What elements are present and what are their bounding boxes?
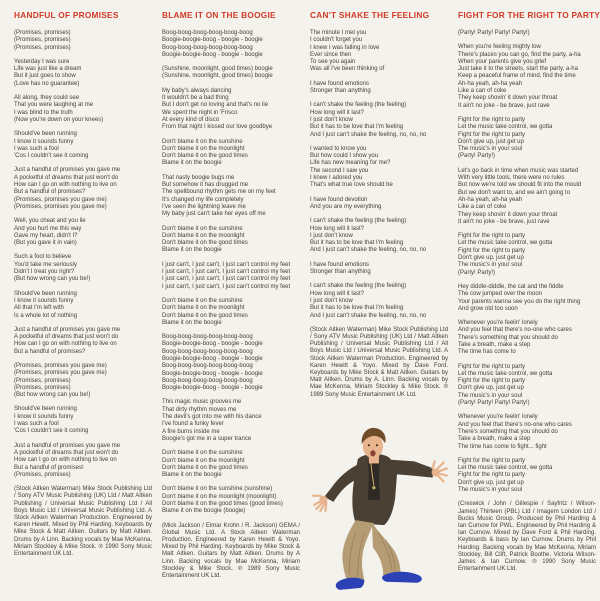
lyric-line: Let's go back in time when music was started — [458, 167, 579, 174]
lyric-line: And I just can't shake the feeling, no, no, no — [310, 312, 427, 319]
lyric-line: How can I go on with nothing to live on — [14, 341, 117, 348]
lyric-line: I just don't know — [310, 116, 353, 123]
lyric-line: Don't blame it on the good times — [162, 240, 248, 247]
lyric-line: Let the music take control, we gotta — [458, 124, 553, 131]
lyric-line: Don't give up, just get up — [458, 385, 524, 392]
lyric-line: There's places you can go, find the party, a-ha — [458, 51, 581, 58]
lyric-line: Boogie-boogie-boog - boogie - boogie — [162, 37, 263, 44]
lyric-line: I know it sounds funny — [14, 297, 74, 304]
lyric-line: Take a breath, make a step — [458, 341, 531, 348]
stanza — [14, 131, 152, 160]
lyric-line: How can I go on with nothing to live on — [14, 182, 117, 189]
lyric-line: Don't blame it on the sunshine — [162, 138, 243, 145]
stanza — [310, 102, 448, 138]
lyric-line: (Promises, promises you gave me) — [14, 362, 107, 369]
stanza — [14, 406, 152, 435]
lyric-line: Ah-ha yeah, ah-ha yeah — [458, 80, 523, 87]
lyric-line: I just don't know — [310, 232, 353, 239]
lyric-line: But it has to be love that I'm feeling — [310, 305, 404, 312]
stanza — [14, 30, 152, 52]
lyric-line: Should've been running — [14, 131, 77, 138]
lyric-line: Don't blame it on the good times — [162, 312, 248, 319]
lyric-line: And you feel that there's no-one who cares — [458, 421, 572, 428]
lyric-line: I just can't, I just can't, I just can't control my feet — [162, 269, 291, 276]
stanza — [14, 291, 152, 320]
stanza — [162, 450, 300, 479]
lyrics-column-blame-it-on-the-boogie — [162, 10, 300, 601]
lyric-line: It ain't no joke - be brave, just rave — [458, 102, 550, 109]
dancing-man-photo — [311, 427, 449, 601]
stanza — [310, 146, 448, 190]
lyric-line: How long will it last? — [310, 109, 365, 116]
stanza — [14, 218, 152, 247]
lyric-line: Should've been running — [14, 290, 77, 297]
lyric-line: That's what true love should be — [310, 182, 393, 189]
lyric-line: I have found emotions — [310, 80, 370, 87]
lyric-line: 'Cos I couldn't see it coming — [14, 428, 89, 435]
lyric-line: Don't blame it on the moonlight — [162, 145, 245, 152]
lyric-line: Take a breath, make a step — [458, 436, 531, 443]
stanza — [14, 363, 152, 399]
lyric-line: Boog-boog-boog-boog-boog-boog — [162, 30, 253, 36]
lyric-line: Just a handful of promises you gave me — [14, 167, 121, 174]
lyrics-body — [14, 30, 152, 479]
lyric-line: Let the music take control, we gotta — [458, 465, 553, 472]
lyric-line: A pocketful of dreams that just won't do — [14, 174, 119, 181]
lyric-line: I was such a fool — [14, 145, 59, 152]
stanza — [458, 284, 596, 313]
lyric-line: (Promises, promises) — [14, 377, 71, 384]
credits-paragraph: (Stock Aitken Waterman) Mike Stock Publishing Ltd / Sony ATV Music Publishing (UK) Ltd / Matt Aitken Publishing / Universal Music Publishing Ltd / All Boys Music Ltd / Universal Music Publishing Ltd. A Stock Aitken Waterman Production. Engineered by Karen Hewitt & Yoyo. Mixed by Dave Ford. Keyboards by Mike Stock & Matt Aitken. Guitars by Matt Aitken. Drums by A. Linn. Backing vocals by Mae McKenna, Miriam Stockley & Mike Stock. ℗ 1989 Sony Music Entertainment UK Ltd. — [310, 326, 448, 398]
lyric-line: I was blind to the truth — [14, 109, 73, 116]
lyric-line: We spent the night in 'Frisco — [162, 109, 238, 116]
lyric-line: When you're feeling mighty low — [458, 44, 541, 51]
lyric-line: I just can't, I just can't, I just can't control my feet — [162, 283, 291, 290]
stanza — [310, 81, 448, 96]
lyric-line: That dirty rhythm moves me — [162, 406, 237, 413]
lyrics-body — [458, 30, 596, 494]
lyric-line: The time has come to — [458, 349, 516, 356]
song-title: FIGHT FOR THE RIGHT TO PARTY — [458, 10, 600, 20]
lyric-line: Blame it on the boogie (boogie) — [162, 508, 246, 515]
lyric-line: I was such a fool — [14, 421, 59, 428]
lyric-line: (Promises, promises) — [14, 471, 71, 478]
lyric-line: But a handful of promises? — [14, 189, 86, 196]
lyric-line: Don't blame it on the sunshine — [162, 297, 243, 304]
lyric-line: I knew I was falling in love — [310, 44, 380, 51]
lyric-line: Don't give up, just get up — [458, 138, 524, 145]
mouth — [370, 450, 375, 456]
lyric-line: I wanted to know you — [310, 145, 367, 152]
lyric-line: How long will it last? — [310, 225, 365, 232]
lyric-line: The devil's got into me with his dance — [162, 414, 262, 421]
lyric-line: Boogie's got me in a super trance — [162, 435, 252, 442]
song-title: CAN'T SHAKE THE FEELING — [310, 10, 430, 20]
lyric-line: (Promises, promises) — [14, 37, 71, 44]
lyric-line: Fight for the right to party — [458, 116, 526, 123]
lyric-line: This magic music grooves me — [162, 399, 242, 406]
stanza — [310, 283, 448, 319]
lyric-line: Whenever you're feelin' lonely — [458, 414, 538, 421]
stanza — [14, 254, 152, 283]
stanza — [458, 168, 596, 226]
lyric-line: Stronger than anything — [310, 88, 371, 95]
lyric-line: Let the music take control, we gotta — [458, 370, 553, 377]
lyric-line: And you hurt me this way — [14, 225, 82, 232]
lyric-line: I know it sounds funny — [14, 413, 74, 420]
lyric-line: All that I'm left with — [14, 305, 64, 312]
lyric-line: From that night I kissed our love goodbye — [162, 124, 273, 131]
lyric-line: How long will it last? — [310, 290, 365, 297]
lyric-line: (Sunshine, moonlight, good times) boogie — [162, 73, 273, 80]
lyric-line: Don't blame it on the moonlight — [162, 232, 245, 239]
lyric-line: Boog-boog-boog-boog-boog-boog — [162, 363, 253, 370]
stanza — [458, 364, 596, 408]
lyric-line: Was all I've been thinking of — [310, 66, 385, 73]
lyric-line: But how could I show you — [310, 153, 379, 160]
stanza — [162, 298, 300, 327]
lyric-line: Don't blame it on the moonlight — [162, 305, 245, 312]
lyric-line: Fight for the right to party — [458, 457, 526, 464]
lyric-line: The spellbound rhythm gets me on my feet — [162, 189, 276, 196]
lyric-line: Like a can of coke — [458, 204, 507, 211]
lyric-line: I've seen the lightning leave me — [162, 203, 246, 210]
lyric-line: Gave my heart, didn't I? — [14, 232, 78, 239]
lyric-line: (Promises, promises) — [14, 384, 71, 391]
lyric-line: Fight for the right to party — [458, 378, 526, 385]
lyric-line: A fire burns inside me — [162, 428, 220, 435]
stanza — [162, 175, 300, 219]
lyric-line: A pocketful of dreams that just won't do — [14, 449, 119, 456]
lyric-line: I can't shake the feeling (the feeling) — [310, 218, 407, 225]
lyric-line: Boog-boog-boog-boog-boog-boog — [162, 334, 253, 341]
stanza — [162, 486, 300, 515]
stanza — [458, 30, 596, 37]
lyric-line: Don't blame it on the moonlight — [162, 457, 245, 464]
stanza — [14, 443, 152, 479]
stanza — [310, 30, 448, 74]
lyric-line: (Promises, promises) — [14, 30, 71, 36]
lyric-line: You'd take me seriously — [14, 261, 77, 268]
lyric-line: Boogie-boogie-boog - boogie - boogie — [162, 341, 263, 348]
lyric-line: I couldn't forget you — [310, 37, 363, 44]
lyric-line: To see you again — [310, 59, 356, 66]
stanza — [162, 139, 300, 168]
lyric-line: (Love has no guarantee) — [14, 80, 80, 87]
stanza — [458, 458, 596, 494]
trousers-left-leg — [342, 520, 373, 584]
lyric-line: But we don't want to, and we ain't going to — [458, 189, 571, 196]
right-hand — [432, 461, 447, 481]
stanza — [162, 66, 300, 81]
stanza — [458, 44, 596, 110]
lyric-line: Boog-boog-boog-boog-boog-boog — [162, 44, 253, 51]
lyric-line: Don't give up, just get up — [458, 255, 524, 262]
lyric-line: But it has to be love that I'm feeling — [310, 240, 404, 247]
stanza — [458, 233, 596, 277]
lyric-line: Didn't I treat you right? — [14, 269, 75, 276]
lyric-line: Fight for the right to party — [458, 233, 526, 240]
lyric-line: All along, they could see — [14, 95, 80, 102]
lyric-line: But it just goes to show — [14, 73, 76, 80]
lyric-line: (Party! Party! Party! Party!) — [458, 30, 530, 36]
lyric-line: I knew I adored you — [310, 175, 363, 182]
lyric-line: My baby just can't take her eyes off me — [162, 211, 266, 218]
lyric-line: It wouldn't be a bad thing — [162, 95, 229, 102]
lyric-line: Hey diddle-diddle, the cat and the fiddle — [458, 283, 564, 290]
stanza — [162, 399, 300, 443]
lyric-line: That nasty boogie bugs me — [162, 174, 235, 181]
stanza — [458, 320, 596, 356]
lyric-line: Don't give up, just get up — [458, 479, 524, 486]
stanza — [310, 197, 448, 212]
lyric-line: Fight for the right to party — [458, 131, 526, 138]
lyric-line: (Party! Party!) — [458, 153, 496, 160]
stanza — [310, 262, 448, 277]
lyric-line: (Promises, promises you gave me) — [14, 203, 107, 210]
lyrics-column-fight-for-the-right-to-party — [458, 10, 600, 601]
lyric-line: 'Cos I couldn't see it coming — [14, 153, 89, 160]
lyric-line: Keep a peaceful frame of mind, find the time — [458, 73, 576, 80]
lyric-line: (Promises, promises you gave me) — [14, 196, 107, 203]
lyric-line: Life was just like a dream — [14, 66, 82, 73]
lyric-line: Just take it to the streets, start the party, a-ha — [458, 66, 578, 73]
lyric-line: The time has come to fight... fight — [458, 443, 547, 450]
lyric-line: It's changed my life completely — [162, 196, 244, 203]
lyrics-body — [310, 30, 448, 320]
lyric-line: I can't shake the feeling (the feeling) — [310, 283, 407, 290]
stanza — [162, 226, 300, 255]
lyric-line: My baby's always dancing — [162, 87, 232, 94]
lyric-line: The music's in your soul — [458, 262, 523, 269]
lyric-line: Don't blame it on the sunshine — [162, 225, 243, 232]
lyric-line: Ever since then — [310, 51, 352, 58]
lyric-line: The music's in your soul — [458, 487, 523, 494]
lyric-line: (Party! Party!) — [458, 269, 496, 276]
song-title: BLAME IT ON THE BOOGIE — [162, 10, 276, 20]
song-title: HANDFUL OF PROMISES — [14, 10, 119, 20]
lyric-line: They keep shovin' it down your throat — [458, 95, 558, 102]
lyric-line: The second I saw you — [310, 167, 369, 174]
left-hand — [313, 496, 327, 511]
lyric-line: I have found emotions — [310, 261, 370, 268]
lyric-line: Just a handful of promises you gave me — [14, 326, 121, 333]
lyric-line: Life has new meaning for me? — [310, 160, 391, 167]
lyric-line: And you are my everything — [310, 203, 382, 210]
lyric-line: Don't blame it on the good times (good times) — [162, 501, 283, 508]
lyric-line: A pocketful of dreams that just won't do — [14, 334, 119, 341]
lyric-line: (Now you're down on your knees) — [14, 116, 104, 123]
lyric-line: Boog-boog-boog-boog-boog-boog — [162, 348, 253, 355]
lyric-line: (Party! Party! Party! Party!) — [458, 400, 530, 407]
lyric-line: And you feel that there's no-one who cares — [458, 327, 572, 334]
stanza — [458, 414, 596, 450]
stanza — [14, 59, 152, 88]
lyric-line: I just don't know — [310, 297, 353, 304]
lyric-line: (Sunshine, moonlight, good times) boogie — [162, 66, 273, 73]
lyric-line: Stronger than anything — [310, 269, 371, 276]
lyric-line: (But how wrong can you be!) — [14, 392, 91, 399]
lyric-line: Such a fool to believe — [14, 254, 72, 261]
credits-paragraph: (Mick Jackson / Elmar Krohn / R. Jackson) GEMA / Global Music Ltd. A Stock Aitken Waterman Production. Engineered by Karen Hewitt & Yoyo. Mixed by Phil Harding. Keyboards by Mike Stock & Matt Aitken. Guitars by Matt Aitken. Drums by A Linn. Backing vocals by Mae McKenna, Miriam Stockley & Mike Stock. ℗ 1989 Sony Music Entertainment UK Ltd. — [162, 522, 300, 580]
lyric-line: Just a handful of promises you gave me — [14, 442, 121, 449]
lyric-line: I just can't, I just can't, I just can't control my feet — [162, 276, 291, 283]
lyric-line: Well, you cheat and you lie — [14, 218, 86, 225]
lyric-line: (But how wrong can you be!) — [14, 276, 91, 283]
lyric-line: Don't blame it on the sunshine (sunshine) — [162, 486, 273, 493]
lyric-line: I've found a funky fever — [162, 421, 224, 428]
credits-paragraph: (Creswick / John / Gillespie / Sayfritz / Wilson-James) Thirteen (PBL) Ltd / Imagem London Ltd / Bucks Music Group. Produced by Phil Harding & Ian Curnow for PWL. Engineered by Phil Harding & Ian Curnow. Mixed by Dave Ford & Phil Harding. Keyboards & bass by Ian Curnow. Drums by Phil Harding. Backing vocals by Mae McKenna, Miriam Stockley, Bill Clift, Patrick Boothe, Victoria Wilson-James & Ian Curnow. ℗ 1990 Sony Music Entertainment UK Ltd. — [458, 501, 596, 573]
stanza — [162, 334, 300, 392]
lyric-line: Boog-boog-boog-boog-boog-boog — [162, 377, 253, 384]
lyric-line: (Promises, promises you gave me) — [14, 370, 107, 377]
lyrics-body — [162, 30, 300, 516]
lyric-line: But a handful of promises? — [14, 348, 86, 355]
lyric-line: And I just can't shake the feeling, no, no, no — [310, 247, 427, 254]
lyric-line: Boogie-boogie-boog - boogie - boogie — [162, 355, 263, 362]
lyric-line: Is a whole lot of nothing — [14, 312, 78, 319]
stanza — [162, 88, 300, 132]
lyric-line: But somehow it has drugged me — [162, 182, 249, 189]
lyric-line: Blame it on the boogie — [162, 247, 222, 254]
stanza — [162, 30, 300, 59]
lyric-line: The minute I met you — [310, 30, 367, 36]
stanza — [458, 117, 596, 161]
stanza — [162, 262, 300, 291]
lyric-line: The music's in your soul — [458, 146, 523, 153]
lyric-line: Blame it on the boogie — [162, 472, 222, 479]
stanza — [14, 167, 152, 211]
lyric-line: How can I go on with nothing to live on — [14, 457, 117, 464]
lyric-line: I have found devotion — [310, 196, 368, 203]
lyric-line: And I just can't shake the feeling, no, no, no — [310, 131, 427, 138]
lyric-line: Let the music take control, we gotta — [458, 240, 553, 247]
stanza — [310, 218, 448, 254]
trousers-right-leg — [372, 522, 401, 579]
lyric-line: There's something that you should do — [458, 334, 558, 341]
lyric-line: Don't blame it on the good times — [162, 464, 248, 471]
lyrics-column-handful-of-promises — [14, 10, 152, 601]
lyric-line: Your parents wanna see you do the right thing — [458, 298, 581, 305]
lyric-line: Don't blame it on the moonlight (moonlight) — [162, 493, 277, 500]
stanza — [14, 95, 152, 124]
lyric-line: The cow jumped over the moon — [458, 291, 543, 298]
lyric-line: Boogie-boogie-boog - boogie - boogie — [162, 385, 263, 392]
lyric-line: Whenever you're feelin' lonely — [458, 320, 538, 327]
lyric-line: Blame it on the boogie — [162, 319, 222, 326]
left-shoe — [336, 578, 364, 590]
lyric-line: Don't blame it on the sunshine — [162, 450, 243, 457]
lyric-line: That you were laughing at me — [14, 102, 94, 109]
lyric-line: Like a can of coke — [458, 88, 507, 95]
lyric-line: Boogie-boogie-boog - boogie - boogie — [162, 370, 263, 377]
lyric-line: But I don't get no loving and that's no lie — [162, 102, 269, 109]
lyric-line: Yesterday I was sure — [14, 58, 70, 65]
lyric-line: Should've been running — [14, 406, 77, 413]
lyric-line: At every kind of disco — [162, 116, 220, 123]
stanza — [14, 327, 152, 356]
lyric-line: But a handful of promises! — [14, 464, 84, 471]
lyric-line: Fight for the right to party — [458, 247, 526, 254]
credits-paragraph: (Stock Aitken Waterman) Mike Stock Publishing Ltd / Sony ATV Music Publishing (UK) Ltd / Matt Aitken Publishing / Universal Music Publishing Ltd / All Boys Music Ltd / Universal Music Publishing Ltd. A Stock Aitken Waterman Production. Engineered by Karen Hewitt. Mixed by Phil Harding. Keyboards by Mike Stock & Matt Aitken. Guitars by Matt Aitken. Drums by A Linn. Backing vocals by Mae McKenna, Miriam Stockley & Mike Stock. ℗ 1990 Sony Music Entertainment UK Ltd. — [14, 486, 152, 557]
lyric-line: Don't blame it on the good times — [162, 153, 248, 160]
lyric-line: Fight for the right to party — [458, 472, 526, 479]
lyric-line: Ah-ha yeah, ah-ha yeah — [458, 196, 523, 203]
lyric-line: But now we're told we should fit into the mould — [458, 182, 582, 189]
lyric-line: There's something that you should do — [458, 428, 558, 435]
lyric-line: (Promises, promises) — [14, 44, 71, 51]
lyric-line: (But you gave it in vain) — [14, 240, 77, 247]
lyric-line: Boogie-boogie-boog - boogie - boogie — [162, 51, 263, 58]
lyric-line: I know it sounds funny — [14, 138, 74, 145]
lyric-line: Blame it on the boogie — [162, 160, 222, 167]
lyric-line: But it has to be love that I'm feeling — [310, 124, 404, 131]
lyric-line: When your parents give you grief — [458, 58, 547, 65]
lyric-line: The music's in your soul — [458, 392, 523, 399]
lyric-line: Fight for the right to party — [458, 363, 526, 370]
lyric-line: I just can't, I just can't, I just can't control my feet — [162, 261, 291, 268]
lyric-line: It ain't no joke - be brave, just rave — [458, 218, 550, 225]
lyric-line: I can't shake the feeling (the feeling) — [310, 102, 407, 109]
lyric-line: With very little tools, there were no rules — [458, 175, 565, 182]
lyric-line: And grow old too soon — [458, 305, 518, 312]
lyric-line: They keep shovin' it down your throat — [458, 211, 558, 218]
